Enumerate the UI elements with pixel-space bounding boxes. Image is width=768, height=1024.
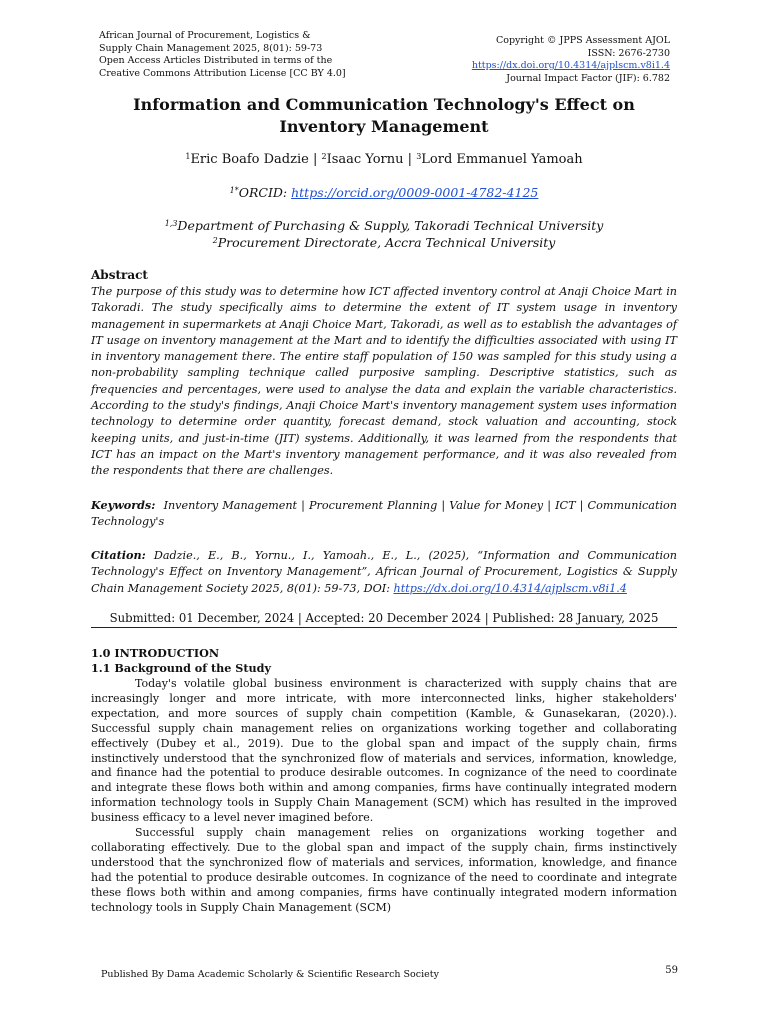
abstract-heading: Abstract [91,268,148,282]
keywords-line [91,497,677,531]
impact-factor-text: Journal Impact Factor (JIF): 6.782 [506,72,670,84]
journal-header-line: Open Access Articles Distributed in terms of the [99,55,333,66]
affiliation-sup: 2 [212,235,218,245]
orcid-link[interactable]: https://orcid.org/0009-0001-4782-4125 [291,185,539,200]
section-headings [91,646,271,675]
author-name: Isaac Yornu [326,152,404,167]
author-sup: 2 [321,152,327,161]
journal-header-line: Creative Commons Attribution License [CC BY 4.0] [99,67,346,79]
journal-header-line: African Journal of Procurement, Logistics & [99,30,311,41]
citation-doi-link[interactable]: https://dx.doi.org/10.4314/ajplscm.v8i1.4 [393,581,627,595]
orcid-line [92,185,676,200]
subsection-heading: 1.1 Background of the Study [91,660,271,675]
affiliation-sup: 1,3 [164,219,178,228]
submission-dates: Submitted: 01 December, 2024 | Accepted: 20 December 2024 | Published: 28 January, 2025 [91,611,677,628]
author-name: Eric Boafo Dadzie [190,152,309,167]
author-separator: | [308,152,322,167]
section-heading: 1.0 INTRODUCTION [91,646,220,660]
affiliation-text: Procurement Directorate, Accra Technical University [217,234,556,250]
author-sup: 1 [185,152,191,161]
keywords-label: Keywords: [91,498,156,512]
orcid-label: ORCID: [238,185,292,200]
author-separator: | [403,152,417,167]
abstract-text: The purpose of this study was to determine how ICT affected inventory control at Anaji Choice Mart in Takoradi. The study specifically aims to determine the extent of IT system usage in inventory management in supermarkets at Anaji Choice Mart, Takoradi, as well as to establish the advantages of IT usage on inventory management at the Mart and to identify the difficulties associated with using IT in inventory management there. The entire staff population of 150 was sampled for this study using a non-probability sampling technique called purposive sampling. Descriptive statistics, such as frequencies and percentages, were used to analyse the data and explain the variable characteristics. According to the study's findings, Anaji Choice Mart's inventory management system uses information technology to determine order quantity, forecast demand, stock valuation and accounting, stock keeping units, and just-in-time (JIT) systems. Additionally, it was learned from the respondents that ICT has an impact on the Mart's inventory management performance, and it was also revealed from the respondents that there are challenges. [91,285,677,478]
keywords-text: Inventory Management | Procurement Planning | Value for Money | ICT | Communication Technology's [91,499,677,529]
header-doi-link[interactable]: https://dx.doi.org/10.4314/ajplscm.v8i1.4 [471,60,670,71]
copyright-block [410,35,670,85]
author-name: Lord Emmanuel Yamoah [421,152,583,167]
affiliation-line [92,235,676,252]
citation-text: Dadzie., E., B., Yornu., I., Yamoah., E., L., (2025), “Information and Communication Technology's Effect on Inventory Management”, African Journal of Procurement, Logistics & Supply Chain Management Society 2025, 8(01): 59-73, DOI: [91,549,677,595]
citation-label: Citation: [91,548,146,562]
orcid-sup: 1* [229,186,239,195]
page-number: 59 [665,965,678,976]
body-text [91,677,677,916]
copyright-text: Copyright © JPPS Assessment AJOL [495,35,670,46]
article-title: Information and Communication Technology's Effect on Inventory Management [133,95,635,136]
affiliations [92,218,676,251]
body-paragraph: Successful supply chain management relies on organizations working together and collaborating effectively. Due to the global span and impact of the supply chain, firms instinctively understood that the synchronized flow of materials and services, information, knowledge, and finance had the potential to produce desirable outcomes. In cognizance of the need to coordinate and integrate these flows both within and among companies, firms have continually integrated modern information technology tools in Supply Chain Management (SCM) [91,826,677,914]
publisher-footer: Published By Dama Academic Scholarly & Scientific Research Society [101,969,439,980]
journal-header-line: Supply Chain Management 2025, 8(01): 59-73 [99,42,323,54]
citation-block [91,547,677,597]
author-list [92,152,676,167]
author-sup: 3 [416,152,422,161]
issn-text: ISSN: 2676-2730 [587,47,670,59]
body-paragraph: Today's volatile global business environment is characterized with supply chains that are increasingly longer and more intricate, with more interconnected links, higher stakeholders' expectation, and more sources of supply chain competition (Kamble, & Gunasekaran, (2020).). Successful supply chain management relies on organizations working together and collaborating effectively (Dubey et al., 2019). Due to the global span and impact of the supply chain, firms instinctively understood that the synchronized flow of materials and services, information, knowledge, and finance had the potential to produce desirable outcomes. In cognizance of the need to coordinate and integrate these flows both within and among companies, firms have continually integrated modern information technology tools in Supply Chain Management (SCM) which has resulted in the improved business efficacy to a level never imagined before. [91,677,677,825]
journal-header [99,30,399,80]
affiliation-line [92,218,676,235]
affiliation-text: Department of Purchasing & Supply, Takoradi Technical University [177,218,604,233]
